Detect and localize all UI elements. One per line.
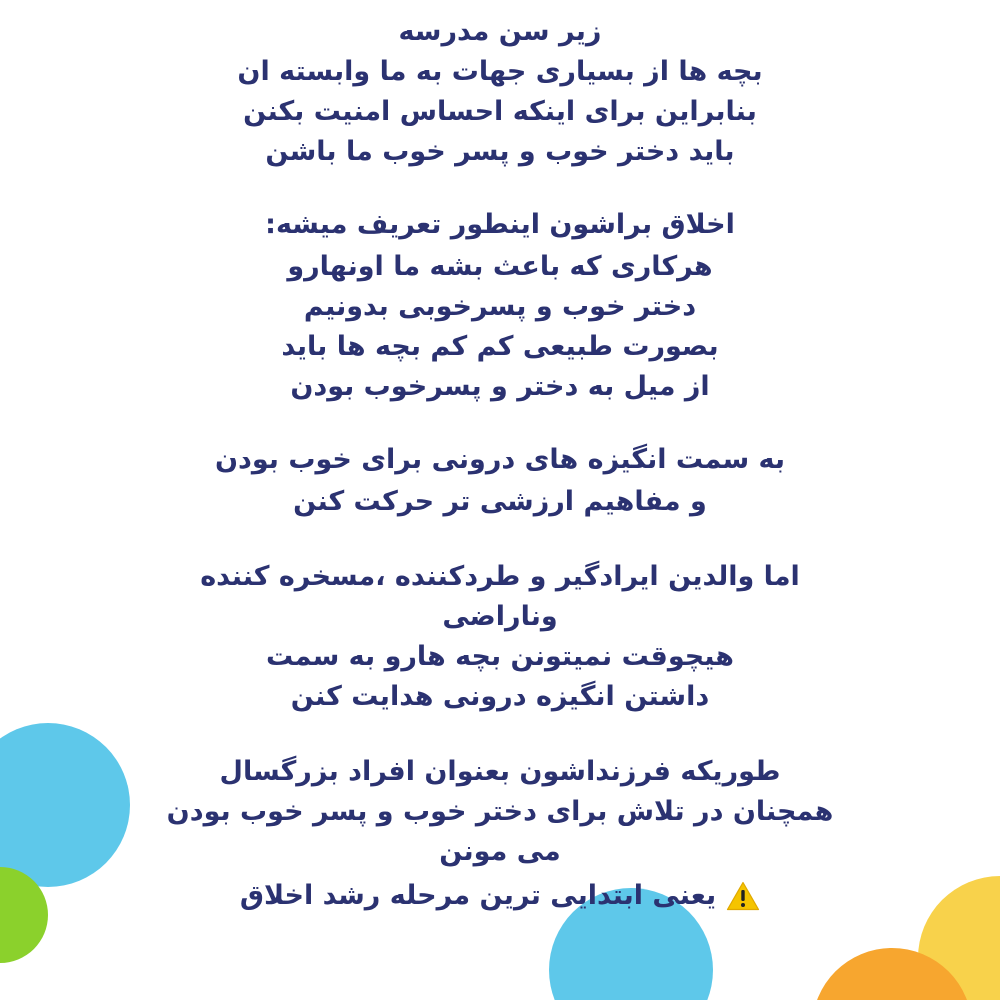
paragraph-4-line-2: وناراضی bbox=[442, 601, 558, 632]
footer-text: یعنی ابتدایی ترین مرحله رشد اخلاق bbox=[239, 880, 717, 911]
paragraph-1-line-2: بچه ها از بسیاری جهات به ما وابسته ان bbox=[237, 56, 763, 87]
paragraph-3-line-1: به سمت انگیزه های درونی برای خوب بودن bbox=[214, 444, 786, 475]
paragraph-5-line-2: همچنان در تلاش برای دختر خوب و پسر خوب بودن bbox=[166, 796, 834, 827]
paragraph-1-line-4: باید دختر خوب و پسر خوب ما باشن bbox=[265, 136, 735, 167]
paragraph-1-line-3: بنابراین برای اینکه احساس امنیت بکنن bbox=[243, 96, 757, 127]
footer-line bbox=[0, 876, 1000, 916]
paragraph-2-line-3: دختر خوب و پسرخوبی بدونیم bbox=[303, 291, 697, 322]
paragraph-5-line-1: طوریکه فرزنداشون بعنوان افراد بزرگسال bbox=[219, 756, 781, 787]
paragraph-5-line-3: می مونن bbox=[439, 836, 561, 867]
paragraph-4-line-1: اما والدین ایرادگیر و طردکننده ،مسخره کننده bbox=[200, 561, 800, 592]
paragraph-2-line-1: اخلاق براشون اینطور تعریف میشه: bbox=[265, 209, 735, 240]
paragraph-2-line-5: از میل به دختر و پسرخوب بودن bbox=[290, 371, 710, 402]
warning-icon bbox=[726, 881, 760, 911]
paragraph-1-line-1: زیر سن مدرسه bbox=[398, 16, 602, 47]
paragraph-4-line-3: هیچوقت نمیتونن بچه هارو به سمت bbox=[266, 641, 734, 672]
paragraph-2-line-2: هرکاری که باعث بشه ما اونهارو bbox=[287, 251, 713, 282]
paragraph-2-line-4: بصورت طبیعی کم کم بچه ها باید bbox=[281, 331, 719, 362]
paragraph-4-line-4: داشتن انگیزه درونی هدایت کنن bbox=[290, 681, 710, 712]
paragraph-3-line-2: و مفاهیم ارزشی تر حرکت کنن bbox=[293, 486, 707, 517]
